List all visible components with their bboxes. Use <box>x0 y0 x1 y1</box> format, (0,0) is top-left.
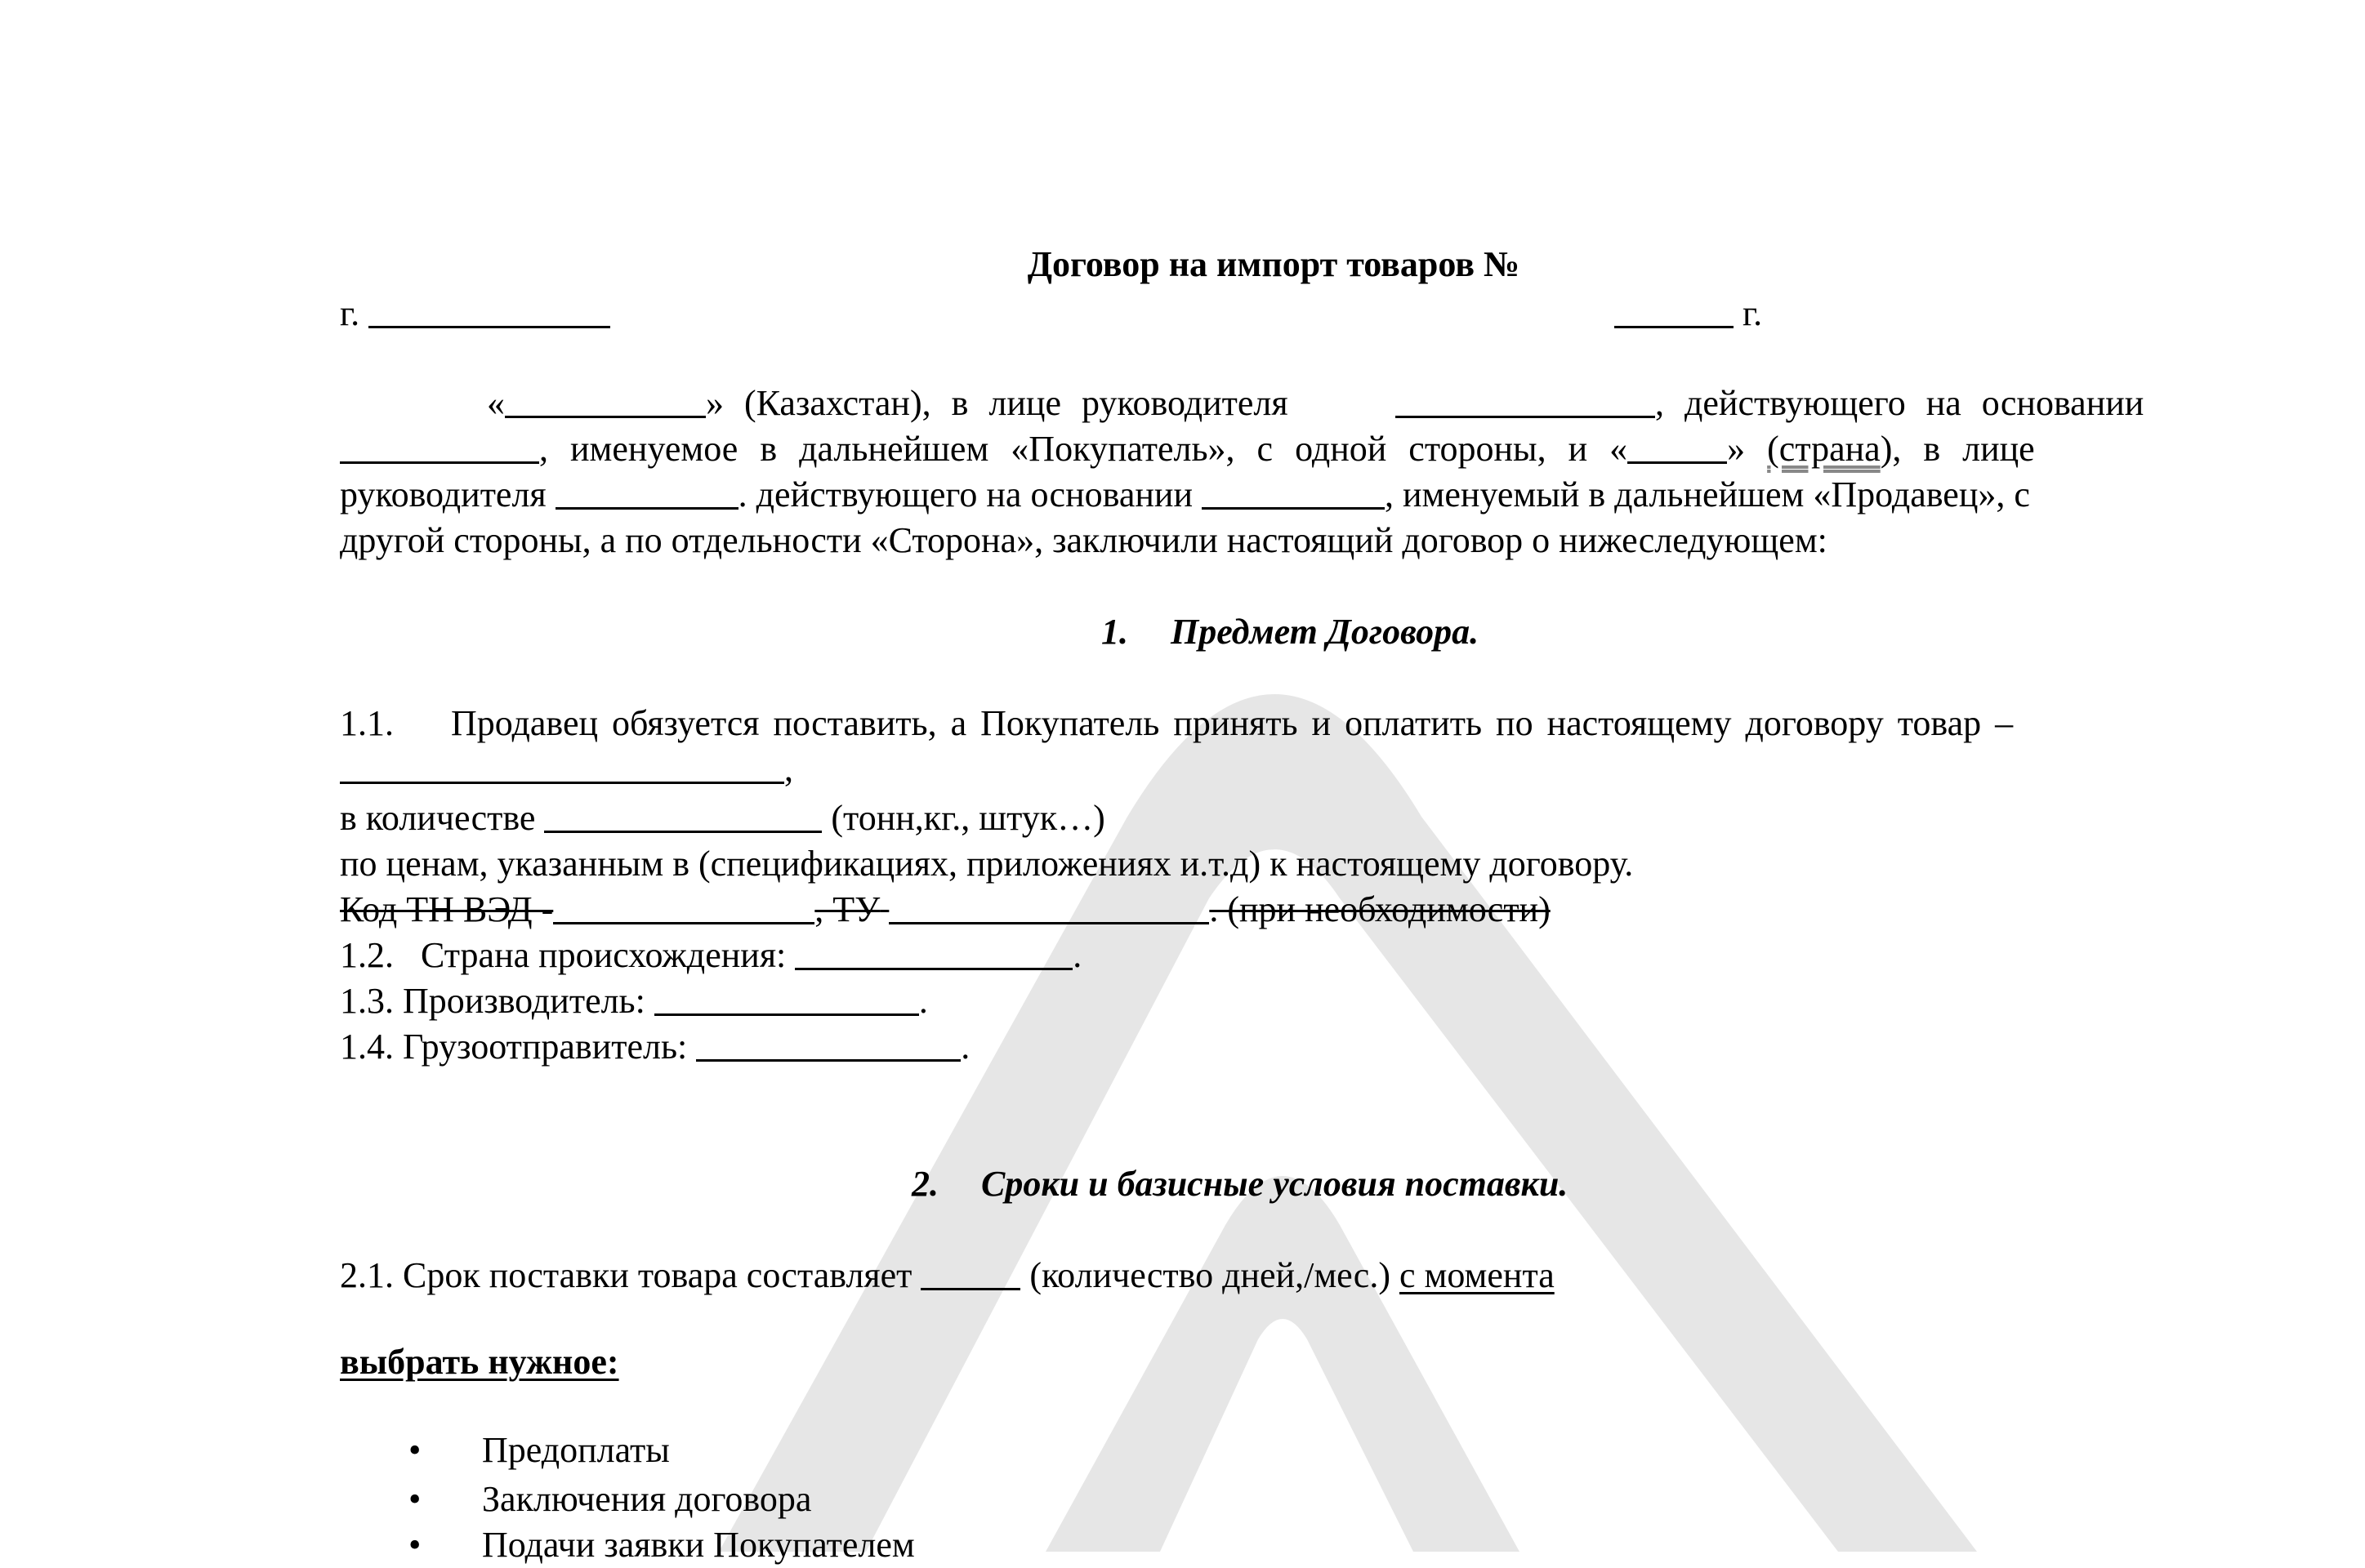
clause-1-3 <box>340 978 2207 1024</box>
preamble-text: , действующего на основании <box>1655 383 2144 423</box>
preamble-line-3 <box>340 472 2207 518</box>
preamble-text: руководителя <box>340 474 547 514</box>
dot: . <box>918 981 928 1021</box>
section-number: 2. <box>912 1164 939 1204</box>
clause-text: 1.2. Страна происхождения: <box>340 935 787 975</box>
tnved-line <box>340 887 2207 933</box>
date-blank[interactable] <box>1614 295 1734 328</box>
clause-text: 1.3. Производитель: <box>340 981 645 1021</box>
clause-1-4 <box>340 1024 2207 1070</box>
country-placeholder: (страна <box>1767 429 1881 469</box>
clause-1-1 <box>340 701 2207 746</box>
tu-blank[interactable] <box>889 891 1209 924</box>
buyer-name-blank[interactable] <box>505 385 706 418</box>
preamble-line-2 <box>340 426 2207 472</box>
tnved-blank[interactable] <box>553 891 814 924</box>
preamble-text: . действующего на основании <box>738 474 1193 514</box>
prices-line: по ценам, указанным в (спецификациях, приложениях и.т.д) к настоящему договору. <box>340 844 1634 884</box>
clause-2-1 <box>340 1253 2207 1298</box>
clause-text-underlined: с момента <box>1399 1255 1555 1295</box>
choose-label: выбрать нужное: <box>340 1342 619 1382</box>
section-1-heading <box>1101 609 1755 655</box>
city-prefix: г. <box>340 293 360 333</box>
quantity-blank[interactable] <box>544 800 822 833</box>
bullet-icon: • <box>408 1430 422 1470</box>
bullet-icon: • <box>408 1479 422 1519</box>
preamble-text: » <box>1727 429 1746 469</box>
manufacturer-blank[interactable] <box>654 982 919 1016</box>
delivery-term-blank[interactable] <box>921 1257 1020 1290</box>
section-number: 1. <box>1101 612 1128 652</box>
option-item: Подачи заявки Покупателем <box>482 1525 915 1565</box>
quote-open: « <box>487 383 505 423</box>
clause-text: 1.4. Грузоотправитель: <box>340 1027 688 1067</box>
seller-basis-blank[interactable] <box>1202 476 1385 510</box>
tnved-note: . (при необходимости) <box>1209 889 1551 929</box>
comma: , <box>784 749 793 789</box>
tu-label: , ТУ <box>814 889 881 929</box>
preamble-text: , именуемое в дальнейшем «Покупатель», с одной стороны, и « <box>539 429 1628 469</box>
section-2-heading <box>912 1161 2055 1207</box>
section-title: Сроки и базисные условия поставки. <box>981 1164 1568 1204</box>
quantity-line <box>340 795 2207 841</box>
preamble-text: , именуемый в дальнейшем «Продавец», с <box>1385 474 2030 514</box>
goods-blank[interactable] <box>340 751 784 784</box>
dot: . <box>961 1027 971 1067</box>
shipper-blank[interactable] <box>696 1028 961 1062</box>
seller-head-blank[interactable] <box>556 476 739 510</box>
section-title: Предмет Договора. <box>1171 612 1479 652</box>
clause-1-2 <box>340 933 2207 978</box>
tnved-label: Код ТН ВЭД - <box>340 889 554 929</box>
dot: . <box>1073 935 1082 975</box>
option-item: Предоплаты <box>482 1430 670 1470</box>
clause-text: (количество дней,/мес.) <box>1029 1255 1390 1295</box>
preamble-text: » (Казахстан), в лице руководителя <box>706 383 1288 423</box>
quantity-units: (тонн,кг., штук…) <box>831 798 1105 838</box>
buyer-basis-blank[interactable] <box>340 430 539 464</box>
bullet-icon: • <box>408 1525 422 1565</box>
city-date-line <box>340 291 2207 336</box>
year-suffix: г. <box>1743 293 1763 333</box>
seller-name-blank[interactable] <box>1627 430 1727 464</box>
clause-text: Продавец обязуется поставить, а Покупатель принять и оплатить по настоящему договору товар – <box>451 703 2014 743</box>
buyer-head-blank[interactable] <box>1395 385 1655 418</box>
quantity-label: в количестве <box>340 798 536 838</box>
origin-country-blank[interactable] <box>795 937 1073 970</box>
city-blank[interactable] <box>368 295 610 328</box>
goods-blank-line <box>340 746 2207 792</box>
clause-text: 2.1. Срок поставки товара составляет <box>340 1255 913 1295</box>
preamble-line-4: другой стороны, а по отдельности «Сторона», заключили настоящий договор о нижеследующем: <box>340 520 1827 560</box>
preamble-text: ), в лице <box>1880 429 2035 469</box>
option-item: Заключения договора <box>482 1479 812 1519</box>
clause-number: 1.1. <box>340 703 394 743</box>
document-title: Договор на импорт товаров № <box>1027 244 1520 284</box>
preamble-line-1 <box>340 381 2207 426</box>
